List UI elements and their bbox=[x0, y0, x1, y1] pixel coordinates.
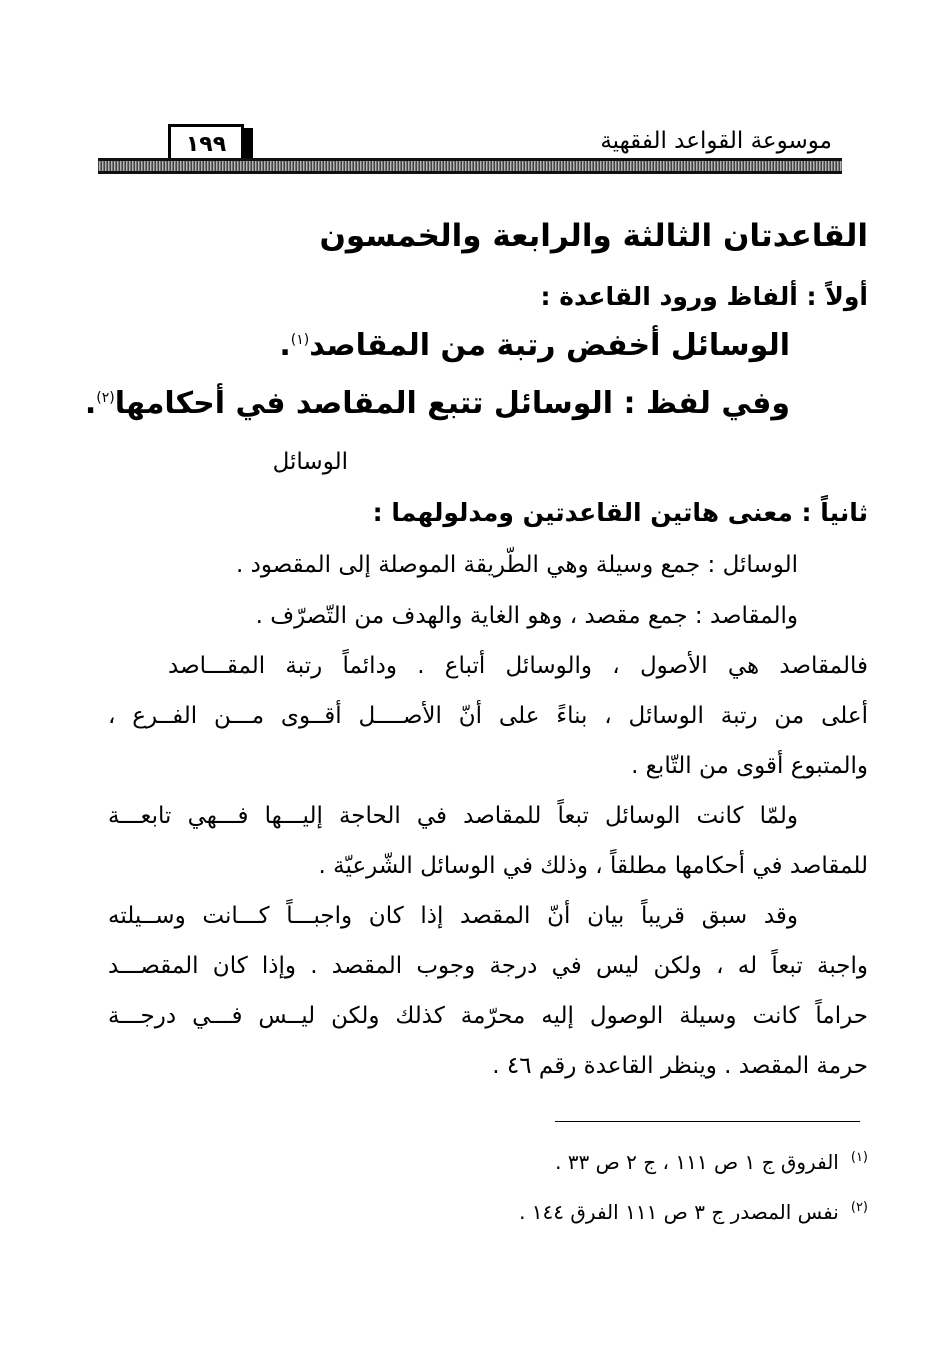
footnote-mark: (١) bbox=[850, 1150, 868, 1166]
header-rule-top-edge bbox=[98, 158, 842, 161]
section-one-heading: أولاً : ألفاظ ورود القاعدة : bbox=[540, 282, 868, 311]
footnote-ref-2: (٢) bbox=[96, 390, 115, 406]
rule-one bbox=[279, 328, 790, 363]
body-line: وقد سبق قريباً بيان أنّ المقصد إذا كان واجبـــاً كـــانت وســيلته bbox=[108, 903, 798, 929]
rule-one-period: . bbox=[279, 328, 291, 363]
rule-two bbox=[85, 386, 790, 421]
body-line: فالمقاصد هي الأصول ، والوسائل أتباع . ودائماً رتبة المقـــاصد bbox=[168, 653, 868, 679]
rule-two-text: وفي لفظ : الوسائل تتبع المقاصد في أحكامها bbox=[114, 386, 790, 421]
footnote-ref-1: (١) bbox=[290, 332, 310, 348]
book-title: موسوعة القواعد الفقهية bbox=[600, 128, 832, 154]
footnote-text: نفس المصدر ج ٣ ص ١١١ الفرق ١٤٤ . bbox=[519, 1200, 839, 1224]
header-rule-bottom-edge bbox=[98, 171, 842, 174]
footnote-text: الفروق ج ١ ص ١١١ ، ج ٢ ص ٣٣ . bbox=[555, 1150, 839, 1174]
footnote-2 bbox=[519, 1200, 868, 1224]
stray-word: الوسائل bbox=[272, 449, 348, 475]
footnote-mark: (٢) bbox=[850, 1200, 868, 1216]
rule-two-period: . bbox=[84, 386, 97, 421]
section-title: القاعدتان الثالثة والرابعة والخمسون bbox=[319, 218, 868, 254]
body-line: والمتبوع أقوى من التّابع . bbox=[631, 753, 868, 779]
footnote-separator bbox=[555, 1121, 860, 1122]
body-line: أعلى من رتبة الوسائل ، بناءً على أنّ الأصــــل أقــوى مـــن الفــرع ، bbox=[108, 703, 868, 729]
body-line: ولمّا كانت الوسائل تبعاً للمقاصد في الحاجة إليـــها فـــهي تابعـــة bbox=[108, 803, 798, 829]
body-line: الوسائل : جمع وسيلة وهي الطّريقة الموصلة إلى المقصود . bbox=[235, 552, 798, 578]
body-line: والمقاصد : جمع مقصد ، وهو الغاية والهدف من التّصرّف . bbox=[255, 603, 798, 629]
page-number: ١٩٩ bbox=[168, 124, 244, 162]
footnote-1 bbox=[555, 1150, 868, 1174]
body-line: حرمة المقصد . وينظر القاعدة رقم ٤٦ . bbox=[492, 1053, 868, 1079]
body-line: للمقاصد في أحكامها مطلقاً ، وذلك في الوسائل الشّرعيّة . bbox=[318, 853, 868, 879]
rule-one-text: الوسائل أخفض رتبة من المقاصد bbox=[309, 328, 790, 363]
body-line: واجبة تبعاً له ، ولكن ليس في درجة وجوب المقصد . وإذا كان المقصـــد bbox=[108, 953, 868, 979]
body-line: حراماً كانت وسيلة الوصول إليه محرّمة كذلك ولكن ليــس فـــي درجـــة bbox=[108, 1003, 868, 1029]
section-two-heading: ثانياً : معنى هاتين القاعدتين ومدلولهما : bbox=[372, 498, 868, 527]
